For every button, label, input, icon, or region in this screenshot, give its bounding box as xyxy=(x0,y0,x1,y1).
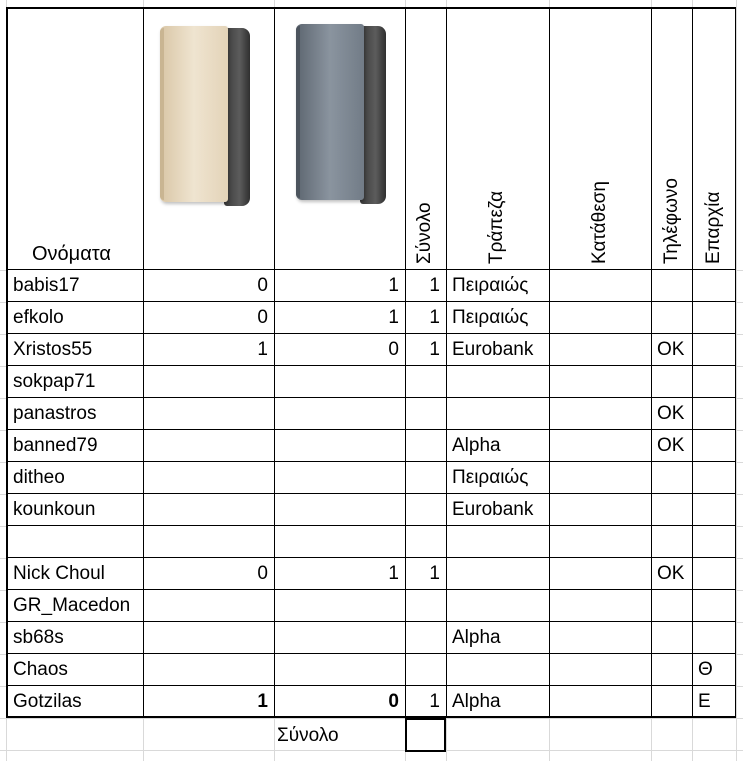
cell-phone[interactable] xyxy=(651,398,692,430)
cell-value: OK xyxy=(657,435,685,456)
cell-c1[interactable] xyxy=(143,558,274,590)
cell-name[interactable] xyxy=(6,558,143,590)
cell-total[interactable] xyxy=(405,526,446,558)
cell-c2[interactable] xyxy=(274,430,405,462)
cell-c1[interactable] xyxy=(143,654,274,686)
cell-name[interactable] xyxy=(6,526,143,558)
cell-c1[interactable] xyxy=(143,302,274,334)
cell-deposit[interactable] xyxy=(549,654,651,686)
cell-total[interactable] xyxy=(405,558,446,590)
cell-c1[interactable] xyxy=(143,334,274,366)
cell-c2[interactable] xyxy=(274,270,405,302)
cell-value: banned79 xyxy=(13,435,98,456)
cell-deposit[interactable] xyxy=(549,270,651,302)
table-row xyxy=(0,270,743,302)
table-row xyxy=(0,398,743,430)
cell-bank[interactable] xyxy=(446,590,549,622)
cell-c1[interactable] xyxy=(143,526,274,558)
cell-name[interactable] xyxy=(6,430,143,462)
cell-phone[interactable] xyxy=(651,302,692,334)
cell-total[interactable] xyxy=(405,494,446,526)
cell-deposit[interactable] xyxy=(549,558,651,590)
cell-name[interactable] xyxy=(6,686,143,718)
cell-c1[interactable] xyxy=(143,686,274,718)
cell-deposit[interactable] xyxy=(549,494,651,526)
table-row xyxy=(0,622,743,654)
table-row xyxy=(0,558,743,590)
cell-province[interactable] xyxy=(692,270,736,302)
cell-deposit[interactable] xyxy=(549,334,651,366)
cell-phone[interactable] xyxy=(651,430,692,462)
cell-c1[interactable] xyxy=(143,590,274,622)
cell-bank[interactable] xyxy=(446,334,549,366)
cell-value: 1 xyxy=(429,275,440,296)
cell-value: 1 xyxy=(429,307,440,328)
cell-value: Eurobank xyxy=(452,339,534,360)
cell-value: babis17 xyxy=(13,275,80,296)
gridline xyxy=(0,718,743,719)
cell-total[interactable] xyxy=(405,654,446,686)
header-cell xyxy=(6,7,143,270)
cell-province[interactable] xyxy=(692,558,736,590)
cell-phone[interactable] xyxy=(651,270,692,302)
cell-name[interactable] xyxy=(6,366,143,398)
cell-province[interactable] xyxy=(692,494,736,526)
cell-name[interactable] xyxy=(6,622,143,654)
cell-total[interactable] xyxy=(405,686,446,718)
cell-value: 0 xyxy=(257,307,268,328)
cell-value: Ε xyxy=(698,690,711,712)
table-row xyxy=(0,654,743,686)
header-bank: Τράπεζα xyxy=(486,190,507,264)
cell-value: 0 xyxy=(388,339,399,360)
footer-total-label: Σύνολο xyxy=(277,724,339,746)
cell-c2[interactable] xyxy=(274,654,405,686)
gray-phone-case-image xyxy=(296,24,388,214)
cell-total[interactable] xyxy=(405,334,446,366)
cell-value: OK xyxy=(657,403,685,424)
cell-value: Alpha xyxy=(452,690,501,712)
cell-deposit[interactable] xyxy=(549,462,651,494)
cell-province[interactable] xyxy=(692,334,736,366)
cell-phone[interactable] xyxy=(651,494,692,526)
cell-value: 1 xyxy=(257,690,268,712)
phone-cover xyxy=(296,24,364,200)
cell-c2[interactable] xyxy=(274,558,405,590)
cell-name[interactable] xyxy=(6,590,143,622)
cell-province[interactable] xyxy=(692,462,736,494)
cell-value: panastros xyxy=(13,403,97,424)
cell-c1[interactable] xyxy=(143,462,274,494)
cell-phone[interactable] xyxy=(651,526,692,558)
cell-total[interactable] xyxy=(405,302,446,334)
cell-value: Nick Choul xyxy=(13,563,105,584)
cell-c1[interactable] xyxy=(143,398,274,430)
cell-total[interactable] xyxy=(405,462,446,494)
cell-province[interactable] xyxy=(692,526,736,558)
cell-bank[interactable] xyxy=(446,686,549,718)
cell-c1[interactable] xyxy=(143,270,274,302)
cell-value: 0 xyxy=(257,563,268,584)
cell-bank[interactable] xyxy=(446,398,549,430)
cell-value: OK xyxy=(657,563,685,584)
cell-total[interactable] xyxy=(405,366,446,398)
cell-province[interactable] xyxy=(692,654,736,686)
header-deposit: Κατάθεση xyxy=(589,181,610,264)
cell-province[interactable] xyxy=(692,366,736,398)
cell-deposit[interactable] xyxy=(549,302,651,334)
table-row xyxy=(0,302,743,334)
cell-c2[interactable] xyxy=(274,686,405,718)
cell-value: 1 xyxy=(429,563,440,584)
cell-name[interactable] xyxy=(6,494,143,526)
cell-c2[interactable] xyxy=(274,366,405,398)
cell-deposit[interactable] xyxy=(549,398,651,430)
cell-total[interactable] xyxy=(405,590,446,622)
cell-value: Θ xyxy=(698,659,713,680)
cell-province[interactable] xyxy=(692,686,736,718)
cell-value: 1 xyxy=(257,339,268,360)
cell-total[interactable] xyxy=(405,430,446,462)
cell-value: 1 xyxy=(388,275,399,296)
cell-bank[interactable] xyxy=(446,270,549,302)
cell-name[interactable] xyxy=(6,654,143,686)
phone-cover-edge xyxy=(296,26,300,198)
cell-name[interactable] xyxy=(6,462,143,494)
cell-value: 1 xyxy=(429,690,440,712)
cell-value: GR_Macedon xyxy=(13,595,131,616)
header-total: Σύνολο xyxy=(414,202,435,264)
cell-c2[interactable] xyxy=(274,526,405,558)
cell-c2[interactable] xyxy=(274,334,405,366)
cell-value: Πειραιώς xyxy=(452,275,529,296)
cell-phone[interactable] xyxy=(651,654,692,686)
cell-phone[interactable] xyxy=(651,558,692,590)
cell-total[interactable] xyxy=(405,398,446,430)
cell-c1[interactable] xyxy=(143,494,274,526)
cell-bank[interactable] xyxy=(446,462,549,494)
table-row xyxy=(0,430,743,462)
cell-value: 1 xyxy=(388,307,399,328)
cell-name[interactable] xyxy=(6,302,143,334)
cell-phone[interactable] xyxy=(651,686,692,718)
cell-name[interactable] xyxy=(6,270,143,302)
cell-value: Eurobank xyxy=(452,499,534,520)
cell-value: 0 xyxy=(388,690,399,712)
cell-value: Gotzilas xyxy=(13,690,82,712)
cell-c2[interactable] xyxy=(274,622,405,654)
table-row xyxy=(0,590,743,622)
cell-bank[interactable] xyxy=(446,622,549,654)
cell-bank[interactable] xyxy=(446,494,549,526)
cell-province[interactable] xyxy=(692,398,736,430)
cell-c2[interactable] xyxy=(274,494,405,526)
beige-phone-case-image xyxy=(160,26,252,216)
cell-phone[interactable] xyxy=(651,334,692,366)
cell-c1[interactable] xyxy=(143,366,274,398)
cell-value: Xristos55 xyxy=(13,339,93,360)
cell-deposit[interactable] xyxy=(549,622,651,654)
gridline xyxy=(0,750,743,751)
phone-cover xyxy=(160,26,228,202)
cell-value: 0 xyxy=(257,275,268,296)
cell-phone[interactable] xyxy=(651,590,692,622)
cell-bank[interactable] xyxy=(446,654,549,686)
cell-bank[interactable] xyxy=(446,430,549,462)
cell-value: sb68s xyxy=(13,627,64,648)
cell-value: 1 xyxy=(429,339,440,360)
header-names: Ονόματα xyxy=(32,243,111,265)
cell-deposit[interactable] xyxy=(549,366,651,398)
cell-c2[interactable] xyxy=(274,590,405,622)
table-row xyxy=(0,334,743,366)
cell-value: Chaos xyxy=(13,659,68,680)
cell-province[interactable] xyxy=(692,430,736,462)
cell-bank[interactable] xyxy=(446,526,549,558)
table-row xyxy=(0,494,743,526)
cell-value: Πειραιώς xyxy=(452,467,529,488)
cell-province[interactable] xyxy=(692,590,736,622)
cell-value: Alpha xyxy=(452,627,501,648)
cell-value: ditheo xyxy=(13,467,65,488)
cell-deposit[interactable] xyxy=(549,430,651,462)
cell-deposit[interactable] xyxy=(549,590,651,622)
cell-bank[interactable] xyxy=(446,558,549,590)
cell-phone[interactable] xyxy=(651,366,692,398)
cell-c2[interactable] xyxy=(274,462,405,494)
cell-value: sokpap71 xyxy=(13,371,96,392)
header-phone: Τηλέφωνο xyxy=(661,178,682,264)
header-province: Επαρχία xyxy=(703,191,724,264)
cell-c2[interactable] xyxy=(274,302,405,334)
table-row xyxy=(0,462,743,494)
cell-total[interactable] xyxy=(405,270,446,302)
cell-name[interactable] xyxy=(6,398,143,430)
cell-phone[interactable] xyxy=(651,462,692,494)
table-row xyxy=(0,366,743,398)
table-row xyxy=(0,686,743,718)
cell-value: kounkoun xyxy=(13,499,96,520)
cell-province[interactable] xyxy=(692,302,736,334)
cell-name[interactable] xyxy=(6,334,143,366)
cell-bank[interactable] xyxy=(446,302,549,334)
cell-bank[interactable] xyxy=(446,366,549,398)
cell-value: Πειραιώς xyxy=(452,307,529,328)
cell-deposit[interactable] xyxy=(549,526,651,558)
cell-c2[interactable] xyxy=(274,398,405,430)
cell-value: OK xyxy=(657,339,685,360)
cell-province[interactable] xyxy=(692,622,736,654)
cell-total[interactable] xyxy=(405,622,446,654)
phone-cover-edge xyxy=(160,28,164,200)
cell-value: Alpha xyxy=(452,435,501,456)
cell-phone[interactable] xyxy=(651,622,692,654)
cell-deposit[interactable] xyxy=(549,686,651,718)
cell-c1[interactable] xyxy=(143,622,274,654)
cell-value: efkolo xyxy=(13,307,64,328)
cell-c1[interactable] xyxy=(143,430,274,462)
table-row xyxy=(0,526,743,558)
footer-total-value[interactable] xyxy=(405,718,446,752)
cell-value: 1 xyxy=(388,563,399,584)
